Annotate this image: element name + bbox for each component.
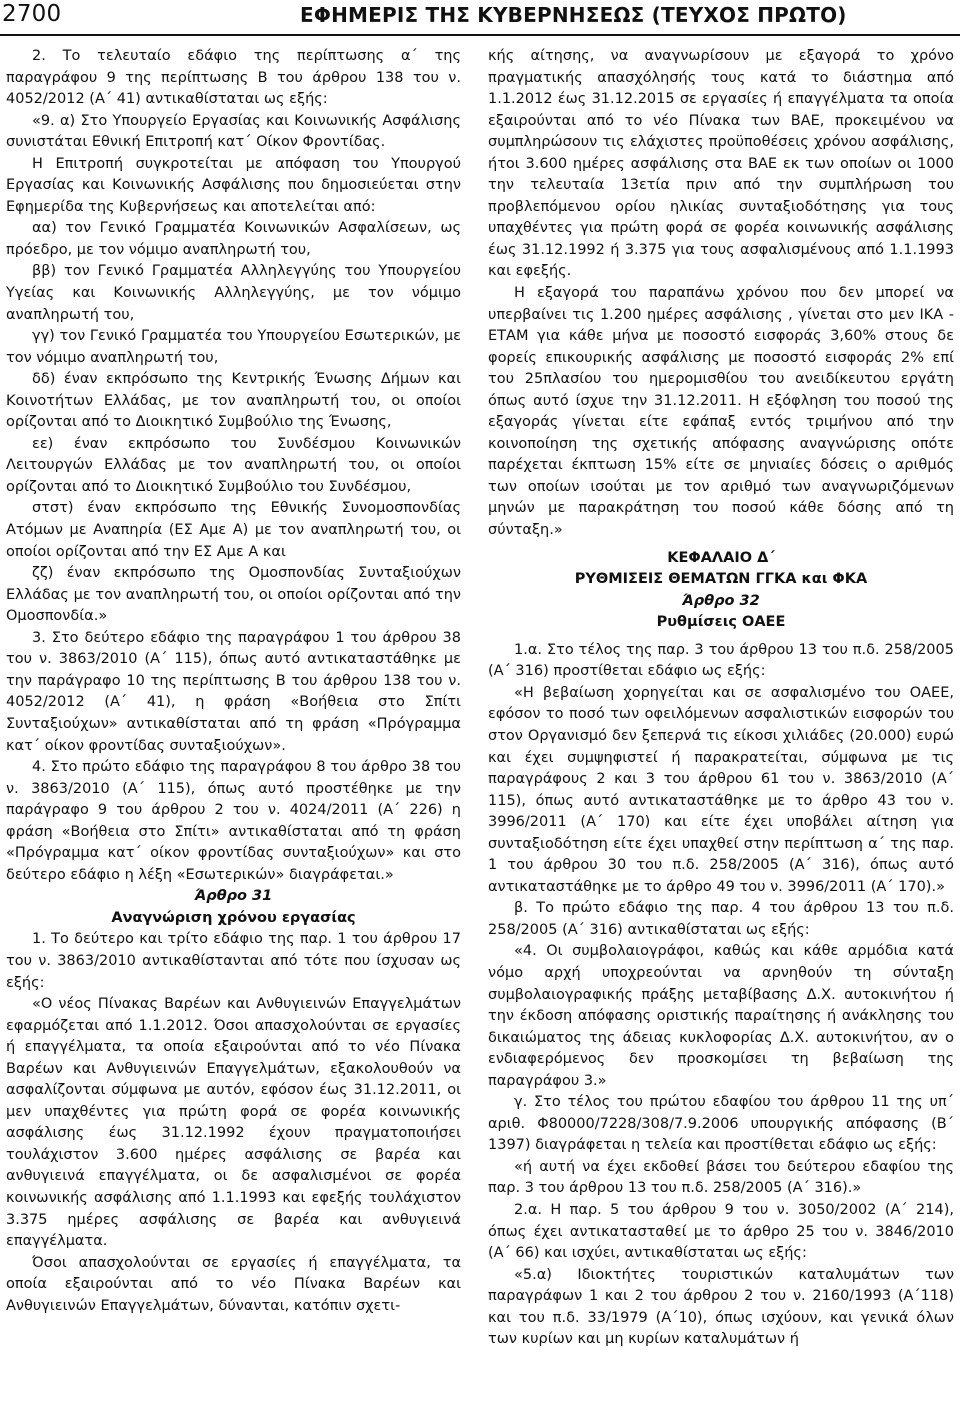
article-31-title: Αναγνώριση χρόνου εργασίας (111, 909, 356, 926)
paragraph: «4. Οι συμβολαιογράφοι, καθώς και κάθε αρμόδια κατά νόμο αρχή υποχρεούνται να αρνηθούν τη σύνταξη συμβολαιογραφικής πράξης μεταβίβασης Δ.Χ. αυτοκινήτου ή την έκδοση απόφασης οριστικής παραίτησης ή ανάκλησης του δικαιώματος της άδειας κυκλοφορίας Δ.Χ. αυτοκινήτου, αν ο ενδιαφερόμενος δεν προσκομίσει τη βεβαίωση της παραγράφου 3.» (488, 943, 954, 1089)
paragraph: ββ) τον Γενικό Γραμματέα Αλληλεγγύης του Υπουργείου Υγείας και Κοινωνικής Αλληλεγγύης, με τον νόμιμο αναπληρωτή του, (6, 263, 461, 323)
right-column (488, 46, 954, 1416)
paragraph: 3. Στο δεύτερο εδάφιο της παραγράφου 1 του άρθρου 38 του ν. 3863/2010 (Α΄ 115), όπως αυτό αντικαταστάθηκε με την παράγραφο 10 της περίπτωσης Β του άρθρου 138 του ν. 4052/2012 (Α΄ 41), η φράση «Βοήθεια στο Σπίτι Συνταξιούχων» αντικαθίσταται από τη φράση «Πρόγραμμα κατ΄ οίκον φροντίδας συνταξιούχων». (6, 629, 461, 754)
paragraph: εε) έναν εκπρόσωπο του Συνδέσμου Κοινωνικών Λειτουργών Ελλάδας με τον αναπληρωτή του, οι οποίοι ορίζονται από το Διοικητικό Συμβούλιο του Συνδέσμου, (6, 435, 461, 495)
paragraph: 1.α. Στο τέλος της παρ. 3 του άρθρου 13 του π.δ. 258/2005 (Α΄ 316) προστίθεται εδάφιο ως εξής: (488, 641, 954, 680)
page-number: 2700 (2, 1, 62, 27)
paragraph: «5.α) Ιδιοκτήτες τουριστικών καταλυμάτων των παραγράφων 1 και 2 του άρθρου 2 του ν. 2160/1993 (Α΄118) και του π.δ. 33/1979 (Α΄10), όπως ισχύουν, και γενικά όλων των κυρίων και μη κυρίων καταλυμάτων ή (488, 1266, 954, 1348)
chapter-heading: ΚΕΦΑΛΑΙΟ Δ΄ (667, 549, 775, 566)
chapter-title: ΡΥΘΜΙΣΕΙΣ ΘΕΜΑΤΩΝ ΓΓΚΑ και ΦΚΑ (574, 571, 868, 588)
paragraph: ζζ) έναν εκπρόσωπο της Ομοσπονδίας Συνταξιούχων Ελλάδας με τον αναπληρωτή του, οι οποίοι ορίζονται από την Ομοσπονδία.» (6, 565, 461, 625)
paragraph: δδ) έναν εκπρόσωπο της Κεντρικής Ένωσης Δήμων και Κοινοτήτων Ελλάδας, με τον αναπληρωτή του, οι οποίοι ορίζονται από το Διοικητικό Συμβούλιο της Ένωσης, (6, 371, 461, 431)
paragraph: Όσοι απασχολούνται σε εργασίες ή επαγγέλματα, τα οποία εξαιρούνται από το νέο Πίνακα Βαρέων και Ανθυγιεινών Επαγγελμάτων, δύνανται, κατόπιν σχετι- (6, 1254, 461, 1314)
page-header (0, 0, 960, 34)
paragraph: «ή αυτή να έχει εκδοθεί βάσει του δεύτερου εδαφίου της παρ. 3 του άρθρου 13 του π.δ. 258/2005 (Α΄ 316).» (488, 1158, 954, 1197)
paragraph: γ. Στο τέλος του πρώτου εδαφίου του άρθρου 11 της υπ΄ αριθ. Φ80000/7228/308/7.9.2006 υπουργικής απόφασης (Β΄ 1397) διαγράφεται η τελεία και προστίθεται εδάφιο ως εξής: (488, 1094, 954, 1154)
paragraph: «Ο νέος Πίνακας Βαρέων και Ανθυγιεινών Επαγγελμάτων εφαρμόζεται από 1.1.2012. Όσοι απασχολούνται σε εργασίες ή επαγγέλματα, τα οποία εξαιρούνται από το νέο Πίνακα Βαρέων και Ανθυγιεινών Επαγγελμάτων, εξακολουθούν να ασφαλίζονται σύμφωνα με αυτόν, εφόσον έως 31.12.2011, οι μεν υπαχθέντες για πρώτη φορά σε φορέα κοινωνικής ασφάλισης έως 31.12.1992 έχουν πραγματοποιήσει τουλάχιστον 3.600 ημέρες ασφάλισης σε βαρέα και ανθυγιεινά επαγγέλματα, οι δε ασφαλισμένοι σε φορέα κοινωνικής ασφάλισης από 1.1.1993 και εφεξής τουλάχιστον 3.375 ημέρες ασφάλισης σε βαρέα και ανθυγιεινά επαγγέλματα. (6, 996, 461, 1250)
header-rule (0, 34, 960, 36)
article-32-title: Ρυθμίσεις ΟΑΕΕ (656, 614, 786, 631)
paragraph: Η εξαγορά του παραπάνω χρόνου που δεν μπορεί να υπερβαίνει τις 1.200 ημέρες ασφάλισης , γίνεται στο μεν ΙΚΑ - ΕΤΑΜ για κάθε μήνα με ποσοστό εισφοράς 3,60% στους δε φορείς επικουρικής ασφάλισης με ποσοστό εισφοράς 2% επί του 25πλασίου του ημερομισθίου του ανειδίκευτου εργάτη όπως αυτό ίσχυε την 31.12.2011. Η εξόφληση του ποσού της εξαγοράς γίνεται είτε εφάπαξ εντός τριμήνου από την κοινοποίηση της σχετικής απόφασης αναγνώρισης οπότε παρέχεται έκπτωση 15% είτε σε μηνιαίες δόσεις ο αριθμός των οποίων ισούται με τον αριθμό των αναγνωριζόμενων μηνών με παρακράτηση του ποσού κάθε δόσης από τη σύνταξη.» (488, 285, 954, 539)
paragraph: 2.α. Η παρ. 5 του άρθρου 9 του ν. 3050/2002 (Α΄ 214), όπως έχει αντικατασταθεί με το άρθρο 25 του ν. 3846/2010 (Α΄ 66) και ισχύει, αντικαθίσταται ως εξής: (488, 1201, 954, 1262)
paragraph: αα) τον Γενικό Γραμματέα Κοινωνικών Ασφαλίσεων, ως πρόεδρο, με τον νόμιμο αναπληρωτή του, (6, 220, 461, 258)
paragraph: 4. Στο πρώτο εδάφιο της παραγράφου 8 του άρθρο 38 του ν. 3863/2010 (Α΄ 115), όπως αυτό προστέθηκε με την παράγραφο 9 του άρθρου 2 του ν. 4024/2011 (Α΄ 226) η φράση «Βοήθεια στο Σπίτι» αντικαθίσταται από τη φράση «Πρόγραμμα κατ΄ οίκον φροντίδας συνταξιούχων» και στο δεύτερο εδάφιο η λέξη «Εσωτερικών» διαγράφεται.» (6, 759, 461, 883)
paragraph: «9. α) Στο Υπουργείο Εργασίας και Κοινωνικής Ασφάλισης συνιστάται Εθνική Επιτροπή κατ΄ Οίκον Φροντίδας. (6, 112, 461, 151)
paragraph: 1. Το δεύτερο και τρίτο εδάφιο της παρ. 1 του άρθρου 17 του ν. 3863/2010 αντικαθίστανται από τότε που ίσχυσαν ως εξής: (6, 931, 461, 991)
left-column (6, 46, 461, 1416)
paragraph: 2. Το τελευταίο εδάφιο της περίπτωσης α΄ της παραγράφου 9 της περίπτωσης Β του άρθρου 138 του ν. 4052/2012 (Α΄ 41) αντικαθίσταται ως εξής: (6, 48, 461, 108)
paragraph: «Η βεβαίωση χορηγείται και σε ασφαλισμένο του ΟΑΕΕ, εφόσον το ποσό των οφειλόμενων ασφαλιστικών εισφορών του στον Οργανισμό δεν ξεπερνά τις είκοσι χιλιάδες (20.000) ευρώ και έχει συμψηφιστεί ή παρακρατείται, σύμφωνα με τις παραγράφους 2 και 3 του άρθρου 61 του ν. 3863/2010 (Α΄ 115), όπως αυτό αντικαταστάθηκε με το άρθρο 43 του ν. 3996/2011 (Α΄ 170) και είτε έχει υποβάλει αίτηση για συνταξιοδότηση είτε έχει υπαχθεί στην περίπτωση α΄ της παρ. 1 του άρθρου 30 του π.δ. 258/2005 (Α΄ 316), όπως αυτό αντικαταστάθηκε με το άρθρο 49 του ν. 3996/2011 (Α΄ 170).» (488, 684, 954, 895)
article-32-heading: Άρθρο 32 (682, 592, 760, 609)
paragraph: β. Το πρώτο εδάφιο της παρ. 4 του άρθρου 13 του π.δ. 258/2005 (Α΄ 316) αντικαθίσταται ως εξής: (488, 900, 954, 938)
article-31-heading: Άρθρο 31 (194, 888, 273, 905)
journal-title: ΕΦΗΜΕΡΙΣ ΤΗΣ ΚΥΒΕΡΝΗΣΕΩΣ (ΤΕΥΧΟΣ ΠΡΩΤΟ) (300, 3, 847, 27)
paragraph: στστ) έναν εκπρόσωπο της Εθνικής Συνομοσπονδίας Ατόμων με Αναπηρία (ΕΣ Αμε Α) με τον αναπληρωτή του, οι οποίοι ορίζονται από την ΕΣ Αμε Α και (6, 500, 461, 560)
paragraph: γγ) τον Γενικό Γραμματέα του Υπουργείου Εσωτερικών, με τον νόμιμο αναπληρωτή του, (6, 328, 461, 366)
paragraph: Η Επιτροπή συγκροτείται με απόφαση του Υπουργού Εργασίας και Κοινωνικής Ασφάλισης που δημοσιεύεται στην Εφημερίδα της Κυβερνήσεως και αποτελείται από: (6, 155, 461, 215)
paragraph: κής αίτησης, να αναγνωρίσουν με εξαγορά το χρόνο πραγματικής απασχόλησής τους κατά το διάστημα από 1.1.2012 έως 31.12.2015 σε εργασίες ή επαγγέλματα τα οποία εξαιρούνται από το νέο Πίνακα των ΒΑΕ, προκειμένου να συμπληρώσουν τις ελάχιστες προϋποθέσεις χρόνου ασφάλισης, ήτοι 3.600 ημέρες ασφάλισης στα ΒΑΕ εκ των οποίων οι 1000 την τελευταία 13ετία πριν από την συμπλήρωση του προβλεπόμενου ορίου ηλικίας συνταξιοδότησης για τους υπαχθέντες για πρώτη φορά σε φορέα κοινωνικής ασφάλισης έως 31.12.1992 ή 3.375 για τους ασφαλισμένους από 1.1.1993 και εφεξής. (488, 48, 954, 280)
